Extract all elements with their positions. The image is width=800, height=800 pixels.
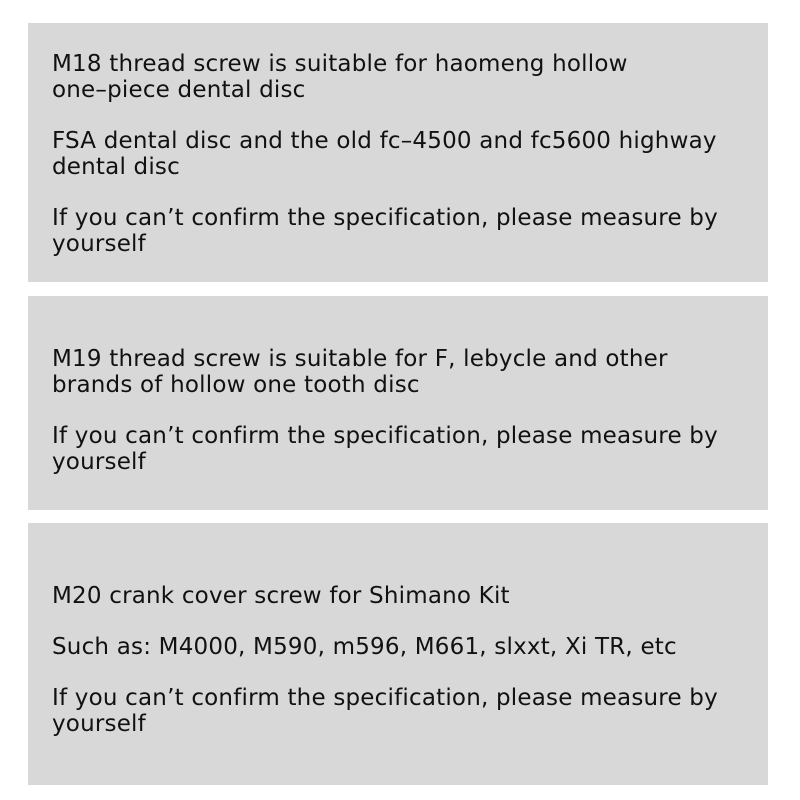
m18-compatibility: FSA dental disc and the old fc–4500 and fc5600 highway dental disc (52, 128, 717, 180)
m20-spec-panel (28, 523, 768, 785)
m20-description: M20 crank cover screw for Shimano Kit (52, 583, 510, 609)
m19-description: M19 thread screw is suitable for F, lebycle and other brands of hollow one tooth disc (52, 346, 668, 398)
m18-measure-note: If you can’t confirm the specification, please measure by yourself (52, 205, 718, 257)
m19-measure-note: If you can’t confirm the specification, please measure by yourself (52, 423, 718, 475)
m18-description: M18 thread screw is suitable for haomeng hollow one–piece dental disc (52, 51, 628, 103)
m20-examples: Such as: M4000, M590, m596, M661, slxxt, Xi TR, etc (52, 634, 677, 660)
m18-spec-panel (28, 23, 768, 282)
m19-spec-panel (28, 296, 768, 510)
m20-measure-note: If you can’t confirm the specification, please measure by yourself (52, 685, 718, 737)
